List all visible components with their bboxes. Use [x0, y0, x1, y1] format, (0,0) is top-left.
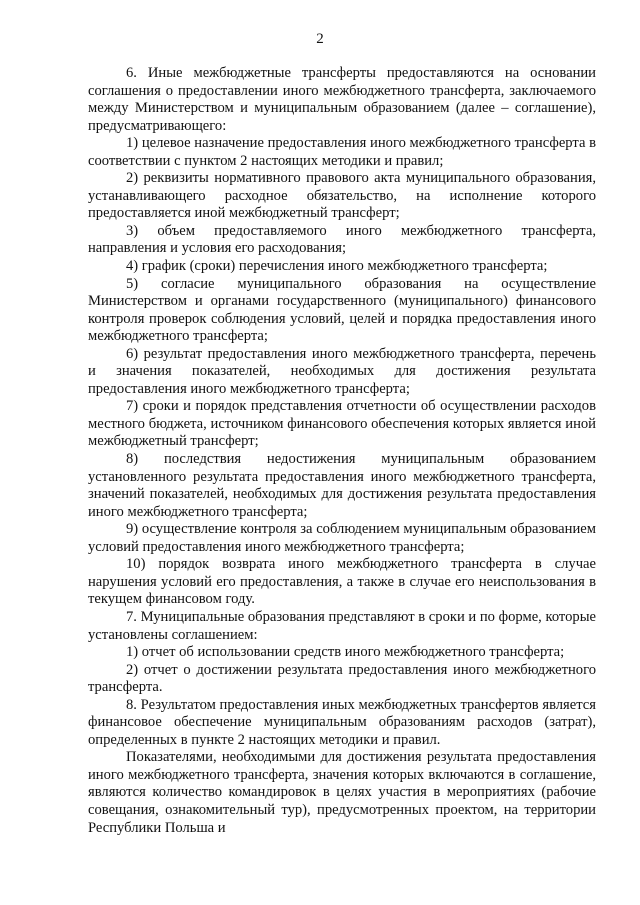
- paragraph-item-2: 2) реквизиты нормативного правового акта муниципального образования, устанавливающего расходное обязательство, на исполнение которого предоставляется иной межбюджетный трансферт;: [88, 170, 596, 222]
- paragraph-clause-6: 6. Иные межбюджетные трансферты предоставляются на основании соглашения о предоставлении иного межбюджетного трансферта, заключаемого между Министерством и муниципальным образованием (далее – соглашение), предусматривающего:: [88, 65, 596, 134]
- paragraph-item-7: 7) сроки и порядок представления отчетности об осуществлении расходов местного бюджета, источником финансового обеспечения которых является иной межбюджетный трансферт;: [88, 398, 596, 450]
- paragraph-report-2: 2) отчет о достижении результата предоставления иного межбюджетного трансферта.: [88, 661, 596, 696]
- paragraph-item-1: 1) целевое назначение предоставления иного межбюджетного трансферта в соответствии с пунктом 2 настоящих методики и правил;: [88, 135, 596, 169]
- paragraph-clause-8: 8. Результатом предоставления иных межбюджетных трансфертов является финансовое обеспечение муниципальным образованиям расходов (затрат), определенных в пункте 2 настоящих методики и правил.: [88, 696, 596, 748]
- paragraph-item-6: 6) результат предоставления иного межбюджетного трансферта, перечень и значения показателей, необходимых для достижения результата предоставления иного межбюджетного трансферта;: [88, 345, 596, 397]
- paragraph-item-4: 4) график (сроки) перечисления иного межбюджетного трансферта;: [126, 258, 548, 275]
- page-number: 2: [316, 31, 324, 47]
- paragraph-item-5: 5) согласие муниципального образования на осуществление Министерством и органами государственного (муниципального) финансового контроля проверок соблюдения условий, целей и порядка предоставления иного межбюджетного трансферта;: [88, 275, 596, 345]
- paragraph-item-3: 3) объем предоставляемого иного межбюджетного трансферта, направления и условия его расходования;: [88, 222, 596, 257]
- paragraph-indicators: Показателями, необходимыми для достижения результата предоставления иного межбюджетного трансферта, значения которых включаются в соглашение, являются количество командировок в целях участия в мероприятиях (рабочие совещания, ознакомительный тур), предусмотренных проектом, на территории Республики Польша и: [88, 749, 596, 836]
- paragraph-item-10: 10) порядок возврата иного межбюджетного трансферта в случае нарушения условий его предоставления, а также в случае его неиспользования в текущем финансовом году.: [88, 556, 596, 608]
- document-body: [88, 65, 596, 837]
- paragraph-item-9: 9) осуществление контроля за соблюдением муниципальным образованием условий предоставления иного межбюджетного трансферта;: [88, 521, 596, 555]
- paragraph-report-1: 1) отчет об использовании средств иного межбюджетного трансферта;: [126, 644, 565, 661]
- paragraph-clause-7: 7. Муниципальные образования представляют в сроки и по форме, которые установлены соглашением:: [88, 608, 596, 643]
- paragraph-item-8: 8) последствия недостижения муниципальным образованием установленного результата предоставления иного межбюджетного трансферта, значений показателей, необходимых для достижения результата предоставления иного межбюджетного трансферта;: [88, 451, 596, 520]
